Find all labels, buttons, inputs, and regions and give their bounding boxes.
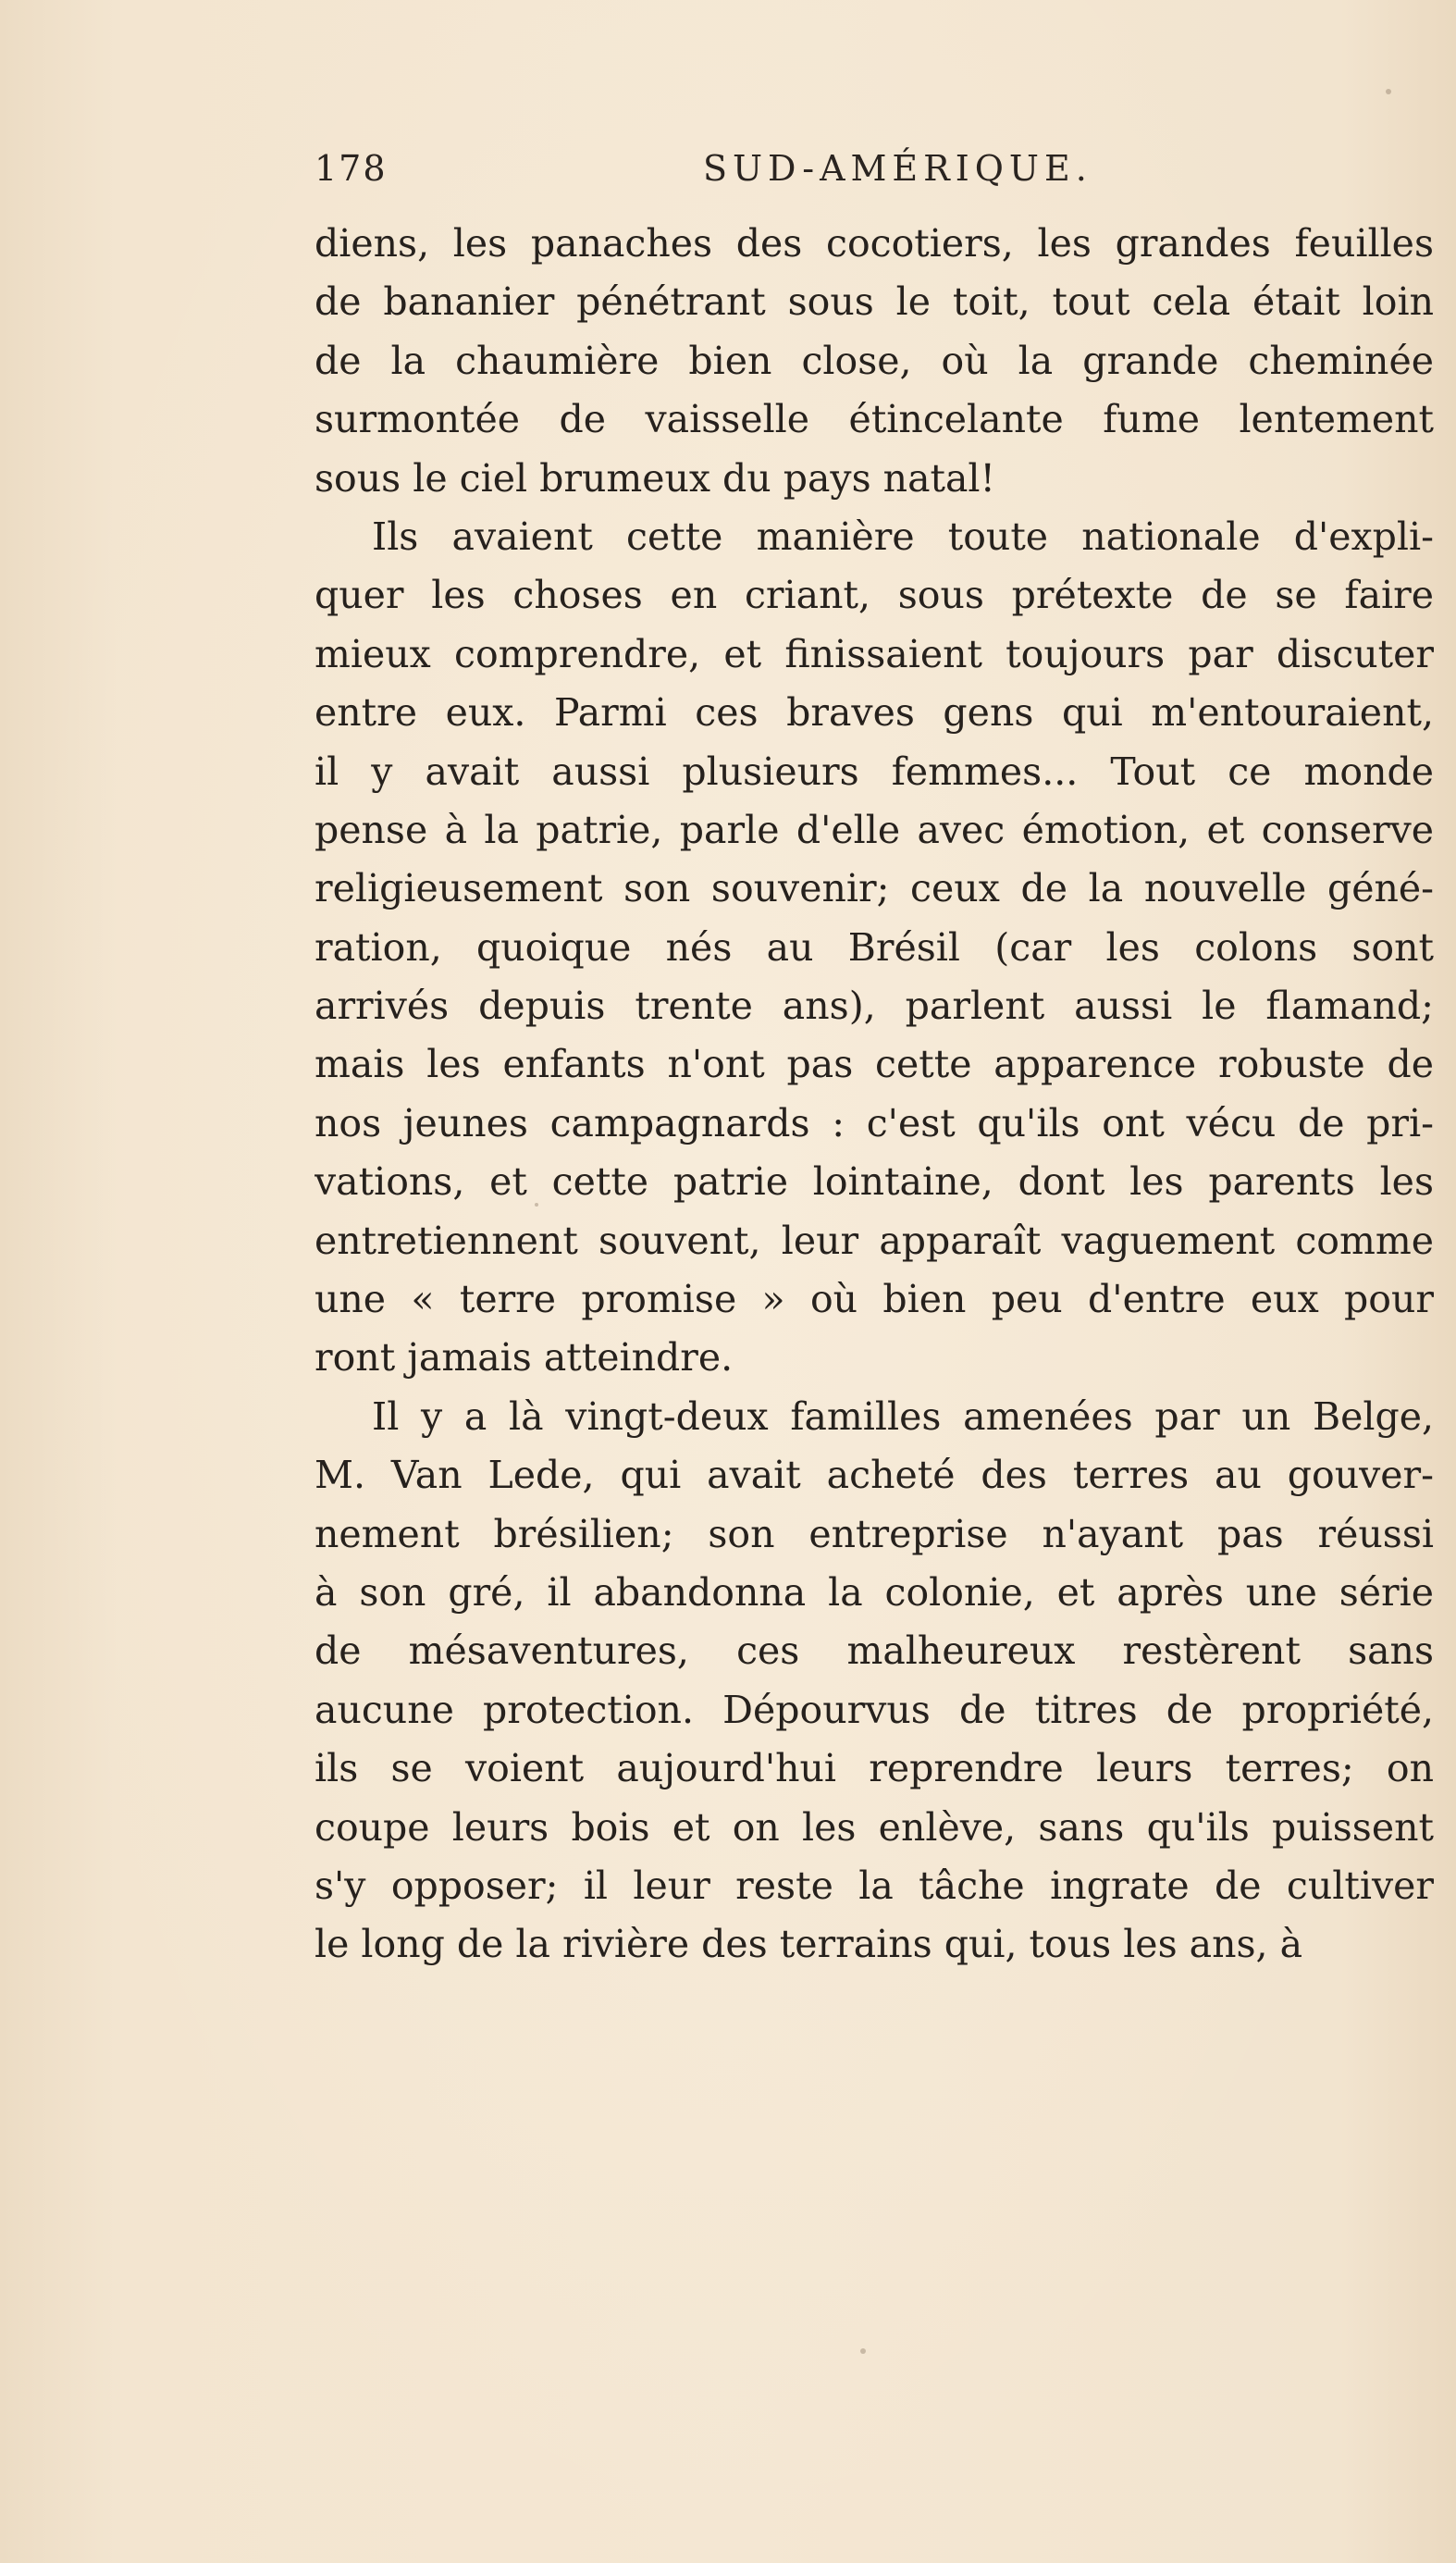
- text-line: nos jeunes campagnards : c'est qu'ils ont vécu de pri-: [315, 1100, 1434, 1145]
- text-line: ils se voient aujourd'hui reprendre leurs terres; on: [315, 1746, 1434, 1791]
- text-line: ront jamais atteindre.: [315, 1335, 734, 1381]
- running-head: SUD-AMÉRIQUE.: [703, 148, 1092, 189]
- text-line: religieusement son souvenir; ceux de la nouvelle géné-: [315, 866, 1434, 911]
- text-line: entretiennent souvent, leur apparaît vaguement comme: [315, 1218, 1434, 1263]
- text-line: surmontée de vaisselle étincelante fume lentement: [315, 397, 1434, 442]
- body-text: [315, 215, 1434, 1975]
- text-line: Ils avaient cette manière toute nationale d'expli-: [372, 514, 1434, 559]
- text-line: aucune protection. Dépourvus de titres de propriété,: [315, 1687, 1434, 1732]
- text-line: le long de la rivière des terrains qui, tous les ans, à: [315, 1922, 1303, 1967]
- text-line: mieux comprendre, et finissaient toujours par discuter: [315, 631, 1434, 676]
- text-line: quer les choses en criant, sous prétexte de se faire: [315, 573, 1434, 618]
- text-line: coupe leurs bois et on les enlève, sans qu'ils puissent: [315, 1804, 1434, 1850]
- page-header: [315, 148, 1443, 204]
- text-line: pense à la patrie, parle d'elle avec émotion, et conserve: [315, 807, 1434, 852]
- page-number: 178: [315, 148, 388, 189]
- text-line: il y avait aussi plusieurs femmes... Tout ce monde: [315, 749, 1434, 794]
- text-line: une « terre promise » où bien peu d'entre eux pour: [315, 1277, 1434, 1322]
- text-line: sous le ciel brumeux du pays natal!: [315, 455, 996, 501]
- text-line: vations, et cette patrie lointaine, dont les parents les: [315, 1159, 1434, 1205]
- text-line: entre eux. Parmi ces braves gens qui m'entouraient,: [315, 690, 1434, 736]
- text-line: de la chaumière bien close, où la grande cheminée: [315, 338, 1434, 383]
- paper-speck: [860, 2348, 866, 2354]
- text-line: M. Van Lede, qui avait acheté des terres au gouver-: [315, 1453, 1434, 1498]
- text-line: arrivés depuis trente ans), parlent aussi le flamand;: [315, 984, 1434, 1029]
- text-line: à son gré, il abandonna la colonie, et après une série: [315, 1569, 1434, 1615]
- text-line: Il y a là vingt-deux familles amenées par un Belge,: [372, 1393, 1434, 1439]
- text-line: diens, les panaches des cocotiers, les grandes feuilles: [315, 221, 1434, 266]
- text-line: de mésaventures, ces malheureux restèrent sans: [315, 1628, 1434, 1674]
- text-line: ration, quoique nés au Brésil (car les colons sont: [315, 924, 1434, 970]
- text-line: nement brésilien; son entreprise n'ayant pas réussi: [315, 1511, 1434, 1556]
- text-line: de bananier pénétrant sous le toit, tout cela était loin: [315, 279, 1434, 325]
- paper-speck: [535, 1203, 538, 1207]
- text-line: s'y opposer; il leur reste la tâche ingrate de cultiver: [315, 1863, 1434, 1908]
- text-line: mais les enfants n'ont pas cette apparence robuste de: [315, 1042, 1434, 1087]
- paper-speck: [1386, 89, 1391, 94]
